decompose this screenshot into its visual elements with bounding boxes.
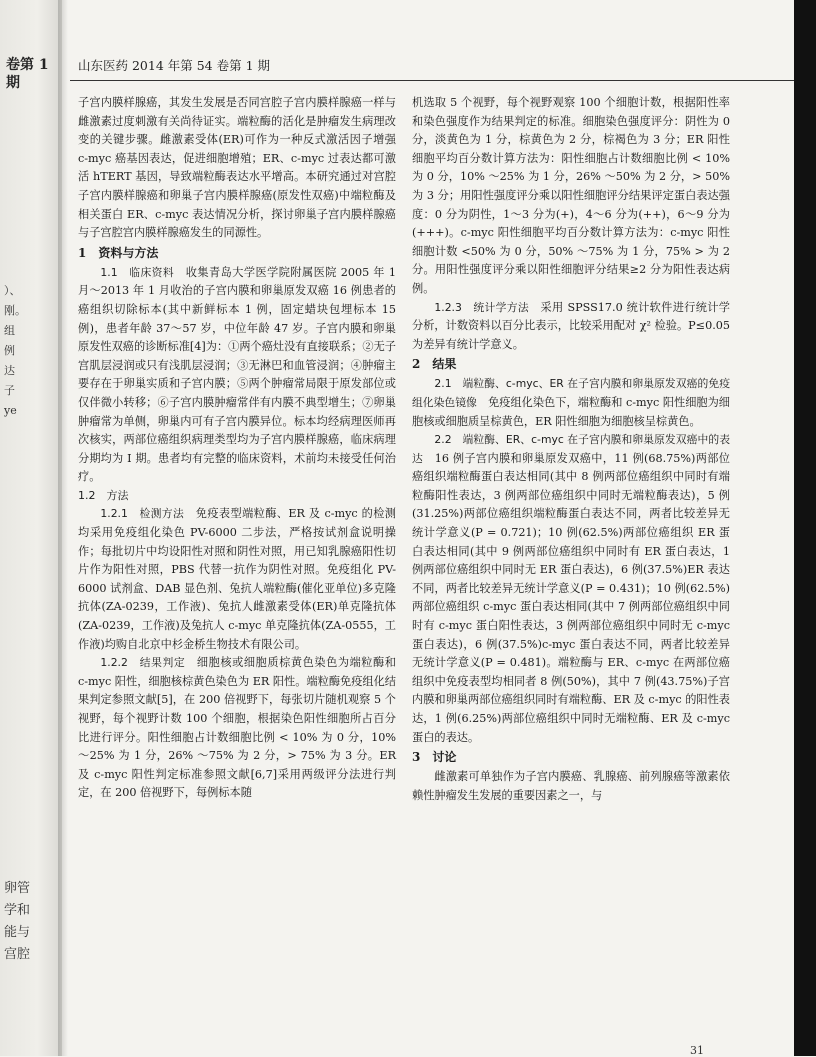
statistics-paragraph bbox=[412, 299, 730, 355]
expression-paragraph bbox=[412, 431, 730, 747]
subsection-heading: 2.1 端粒酶、c-myc、ER 在子宫内膜和卵巢原发双癌的免疫组化染色镜像 bbox=[412, 377, 730, 409]
paragraph-text: 收集青岛大学医学院附属医院 2005 年 1 月～2013 年 1 月收治的子宫内膜和卵巢原发双癌 16 例患者的癌组织切除标本(其中新鲜标本 1 例，固定蜡块包埋标本 15 例)，患者年龄 37～57 岁，中位年龄 47 岁。子宫内膜和卵巢原发性双癌的诊断标准[4]为：①两个癌灶没有直接联系；②无子宫肌层浸润或只有浅肌层浸润；③无淋巴和血管浸润；④肿瘤主要存在于卵巢实质和子宫内膜；⑤两个肿瘤常局限于原发部位或仅伴微小转移；⑥子宫内膜肿瘤常伴有内膜不典型增生；⑦卵巢肿瘤常为单侧，卵巢内可有子宫内膜异位。标本均经病理医师再次核实，两部位癌组织病理类型均为子宫内膜样腺癌，临床病理分期均为 Ⅰ 期。患者均有完整的临床资料，术前均未接受任何治疗。 bbox=[78, 265, 396, 484]
section-heading-results: 2 结果 bbox=[412, 357, 457, 372]
previous-page-fragment bbox=[2, 0, 58, 1056]
previous-page-header: 卷第 1 期 bbox=[6, 57, 49, 91]
section-heading-discussion: 3 讨论 bbox=[412, 750, 457, 765]
previous-page-text: 达 bbox=[4, 364, 15, 377]
paragraph-text: 免疫表型端粒酶、ER 及 c-myc 的检测均采用免疫组化染色 PV-6000 二步法，严格按试剂盒说明操作；每批切片中均设阳性对照和阴性对照，用已知乳腺癌阳性切片作为阳性对照，PBS 代替一抗作为阴性对照。免疫组化 PV-6000 试剂盒、DAB 显色剂、兔抗人端粒酶(催化亚单位)多克隆抗体(ZA-0239，工作液)、兔抗人雌激素受体(ER)单克隆抗体(ZA-0239，工作液)及兔抗人 c-myc 单克隆抗体(ZA-0555，工作液)均购自北京中杉金桥生物技术有限公司。 bbox=[78, 507, 396, 651]
previous-page-text: 宫腔 bbox=[4, 947, 31, 962]
right-column bbox=[412, 94, 730, 805]
subsection-heading: 1.2.3 统计学方法 bbox=[434, 300, 529, 314]
previous-page-text: 子 bbox=[4, 384, 15, 397]
previous-page-text: ）、 bbox=[4, 284, 21, 297]
header-rule bbox=[70, 80, 794, 81]
running-header: 山东医药 2014 年第 54 卷第 1 期 bbox=[78, 58, 271, 73]
criteria-continued-paragraph: 机选取 5 个视野，每个视野观察 100 个细胞计数，根据阳性率和染色强度作为结果判定的标准。细胞染色强度评分：阴性为 0 分，淡黄色为 1 分，棕黄色为 2 分，棕褐色为 3 分；ER 阳性细胞平均百分数计算方法为：阳性细胞占计数细胞比例 < 10% 为 0 分，10% ～25% 为 1 分，26% ～50% 为 2 分，> 50% 为 3 分；用阳性强度评分乘以阳性细胞评分结果评定蛋白表达强度：0 分为阴性，1～3 分为(+)，4～6 分为(++)，6～9 分为(+++)。c-myc 阳性细胞平均百分数计算方法为：c-myc 阳性细胞计数 <50% 为 0 分，50% ～75% 为 1 分，75% > 为 2 分。用阳性强度评分乘以阳性细胞评分结果≥2 分为阳性表达病例。 bbox=[412, 96, 730, 295]
paragraph-text: 免疫组化染色下，端粒酶和 c-myc 阳性细胞为细胞核或细胞质呈棕黄色，ER 阳性细胞为细胞核呈棕黄色。 bbox=[412, 395, 730, 428]
result-criteria-paragraph bbox=[78, 654, 396, 803]
section-heading-methods: 1 资料与方法 bbox=[78, 245, 159, 260]
staining-paragraph bbox=[412, 375, 730, 431]
intro-paragraph: 子宫内膜样腺癌，其发生发展是否同宫腔子宫内膜样腺癌一样与雌激素过度刺激有关尚待证实。端粒酶的活化是肿瘤发生病理改变的关键步骤。雌激素受体(ER)可作为一种反式激活因子增强 c-myc 癌基因表达，促进细胞增殖；ER、c-myc 过表达都可激活 hTERT 基因，导致端粒酶表达水平增高。本研究通过对宫腔子宫内膜样腺癌和卵巢子宫内膜样腺癌(原发性双癌)中端粒酶及相关蛋白 ER、c-myc 表达情况分析，探讨卵巢子宫内膜样腺癌与子宫腔宫内膜样腺癌发生的同源性。 bbox=[78, 96, 396, 240]
subsection-heading: 1.2.1 检测方法 bbox=[100, 507, 185, 521]
page-number: 31 bbox=[690, 1044, 704, 1057]
discussion-paragraph: 雌激素可单独作为子宫内膜癌、乳腺癌、前列腺癌等激素依赖性肿瘤发生发展的重要因素之一，与 bbox=[412, 770, 730, 802]
paragraph-text: 16 例子宫内膜和卵巢原发双癌中，11 例(68.75%)两部位癌组织端粒酶蛋白表达相同(其中 8 例两部位癌组织中同时有端粒酶阳性表达，3 例两部位癌组织中同时无端粒酶表达)，5 例(31.25%)两部位癌组织端粒酶蛋白表达不同，两者比较差异无统计学意义(P = 0.721)；10 例(62.5%)两部位癌组织 ER 蛋白表达相同(其中 9 例两部位癌组织中同时有 ER 蛋白表达，1 例两部位癌组织中同时无 ER 蛋白表达)，6 例(37.5%)ER 表达不同，两者比较差异无统计学意义(P = 0.431)；10 例(62.5%)两部位癌组织 c-myc 蛋白表达相同(其中 7 例两部位癌组织中同时有 c-myc 蛋白阳性表达，3 例两部位癌组织中同时无 c-myc 蛋白表达)，6 例(37.5%)c-myc 蛋白表达不同，两者比较差异无统计学意义(P = 0.481)。端粒酶与 ER、c-myc 在两部位癌组织中免疫表型均相同者 8 例(50%)，其中 7 例(43.75%)子宫内膜和卵巢两部位癌组织同时有端粒酶、ER 及 c-myc 的阳性表达，1 例(6.25%)两部位癌组织中同时无端粒酶、ER 及 c-myc 蛋白的表达。 bbox=[412, 451, 730, 744]
scan-border bbox=[794, 0, 816, 1056]
spine-shadow bbox=[58, 0, 68, 1056]
paragraph-text: 细胞核或细胞质棕黄色染色为端粒酶和 c-myc 阳性，细胞核棕黄色染色为 ER 阳性。端粒酶免疫组化结果判定参照文献[5]，在 200 倍视野下，每张切片随机观察 5 个视野，每个视野计数 100 个细胞，根据染色阳性细胞所占百分比进行评分。阳性细胞占计数细胞比例 < 10% 为 0 分，10% ～25% 为 1 分，26% ～75% 为 2 分，> 75% 为 3 分。ER 及 c-myc 阳性判定标准参照文献[6,7]采用两级评分法进行判定，在 200 倍视野下，每例标本随 bbox=[78, 656, 396, 800]
subsection-heading: 2.2 端粒酶、ER、c-myc 在子宫内膜和卵巢原发双癌中的表达 bbox=[412, 433, 730, 465]
left-column bbox=[78, 94, 396, 803]
previous-page-text: 卵管 bbox=[4, 881, 31, 896]
detection-method-paragraph bbox=[78, 505, 396, 654]
subsection-heading: 1.1 临床资料 bbox=[100, 265, 175, 279]
previous-page-text: 例 bbox=[4, 344, 15, 357]
paragraph-text: 采用 SPSS17.0 统计软件进行统计学分析，计数资料以百分比表示，比较采用配对 χ² 检验。P≤0.05 为差异有统计学意义。 bbox=[412, 300, 730, 351]
previous-page-text: 学和 bbox=[4, 903, 31, 918]
previous-page-text: 组 bbox=[4, 324, 15, 337]
previous-page-text: 刚。 bbox=[4, 304, 26, 317]
previous-page-text: 能与 bbox=[4, 925, 31, 940]
subsection-heading-methods: 1.2 方法 bbox=[78, 488, 129, 502]
clinical-data-paragraph bbox=[78, 264, 396, 487]
subsection-heading: 1.2.2 结果判定 bbox=[100, 656, 186, 670]
previous-page-text: ye bbox=[4, 404, 17, 417]
